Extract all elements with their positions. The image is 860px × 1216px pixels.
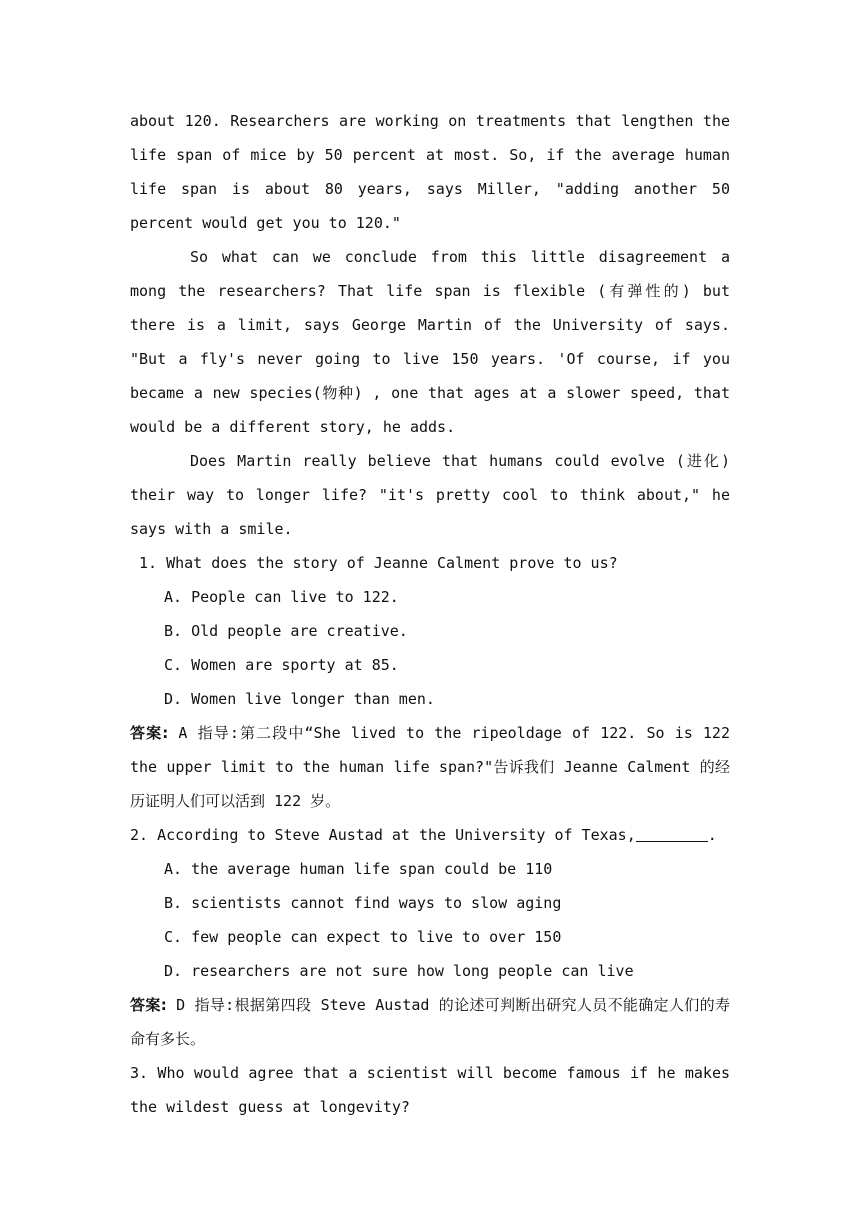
answer-text: D 指导:根据第四段 Steve Austad 的论述可判断出研究人员不能确定人们的寿命有多长。: [130, 996, 731, 1048]
question-2: [130, 818, 730, 852]
option-1d: D. Women live longer than men.: [164, 690, 435, 708]
option-1b: B. Old people are creative.: [164, 622, 408, 640]
question-1: 1. What does the story of Jeanne Calment prove to us?: [139, 554, 618, 572]
answer-label: 答案:: [130, 996, 167, 1014]
answer-text: A 指导:第二段中“She lived to the ripeoldage of 122. So is 122 the upper limit to the human life span?"告诉我们 Jeanne Calment 的经历证明人们可以活到 122 岁。: [130, 724, 730, 810]
option-1a: A. People can live to 122.: [164, 588, 399, 606]
answer-2: [130, 988, 730, 1056]
paragraph: about 120. Researchers are working on treatments that lengthen the life span of mice by 50 percent at most. So, if the average human life span is about 80 years, says Miller, "adding another 50 percent would get you to 120.": [130, 112, 730, 232]
question-2-stem: 2. According to Steve Austad at the University of Texas,: [130, 826, 636, 844]
option-2d: D. researchers are not sure how long people can live: [164, 962, 634, 980]
answer-1: [130, 716, 730, 818]
option-2a: A. the average human life span could be 110: [164, 860, 553, 878]
option-2b: B. scientists cannot find ways to slow aging: [164, 894, 562, 912]
option-1c: C. Women are sporty at 85.: [164, 656, 399, 674]
paragraph: Does Martin really believe that humans could evolve (进化) their way to longer life? "it's pretty cool to think about," he says with a smile.: [130, 452, 730, 538]
question-3: 3. Who would agree that a scientist will become famous if he makes the wildest guess at longevity?: [130, 1064, 730, 1116]
answer-label: 答案:: [130, 724, 169, 742]
answer-blank: [636, 823, 708, 842]
document-page: [130, 104, 730, 1124]
question-2-end: .: [707, 826, 717, 844]
option-2c: C. few people can expect to live to over 150: [164, 928, 562, 946]
paragraph: So what can we conclude from this little disagreement a mong the researchers? That life span is flexible (有弹性的) but there is a limit, says George Martin of the University of says. "But a fly's never going to live 150 years. 'Of course, if you became a new species(物种) , one that ages at a slower speed, that would be a different story, he adds.: [130, 248, 730, 436]
